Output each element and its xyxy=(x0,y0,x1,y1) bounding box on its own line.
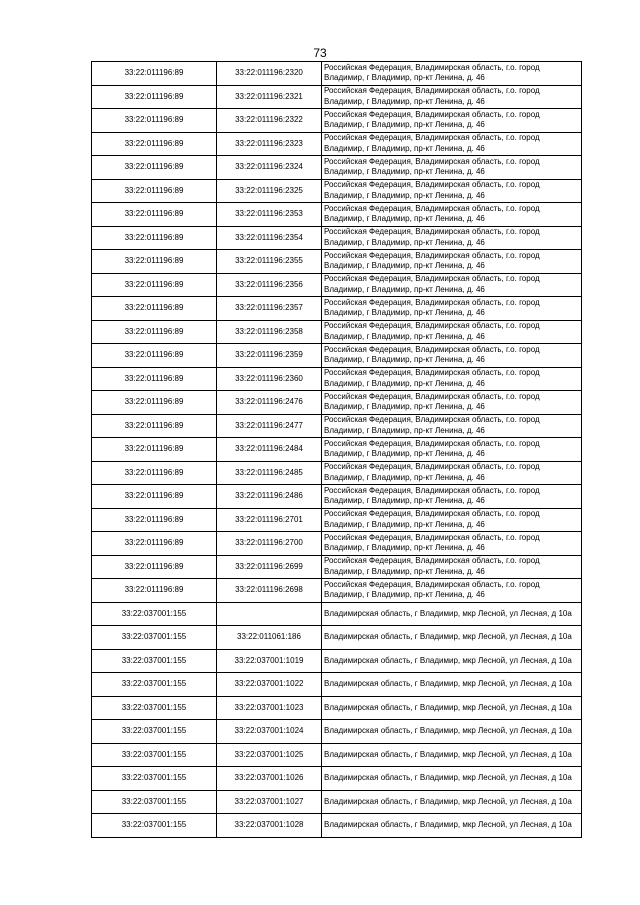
parcel-number-cell: 33:22:011196:89 xyxy=(92,250,217,274)
table-row xyxy=(92,179,582,203)
object-number-cell: 33:22:011061:186 xyxy=(217,626,322,650)
address-cell: Российская Федерация, Владимирская область, г.о. город Владимир, г Владимир, пр-кт Ленина, д. 46 xyxy=(322,297,582,321)
address-cell: Владимирская область, г Владимир, мкр Лесной, ул Лесная, д 10а xyxy=(322,626,582,650)
table-row xyxy=(92,767,582,791)
table-row xyxy=(92,320,582,344)
parcel-number-cell: 33:22:011196:89 xyxy=(92,485,217,509)
object-number-cell: 33:22:011196:2323 xyxy=(217,132,322,156)
table-row xyxy=(92,649,582,673)
address-cell: Российская Федерация, Владимирская область, г.о. город Владимир, г Владимир, пр-кт Ленина, д. 46 xyxy=(322,532,582,556)
parcel-number-cell: 33:22:011196:89 xyxy=(92,273,217,297)
object-number-cell: 33:22:011196:2321 xyxy=(217,85,322,109)
object-number-cell: 33:22:011196:2359 xyxy=(217,344,322,368)
object-number-cell: 33:22:011196:2353 xyxy=(217,203,322,227)
object-number-cell: 33:22:011196:2360 xyxy=(217,367,322,391)
parcel-number-cell: 33:22:011196:89 xyxy=(92,555,217,579)
address-cell: Российская Федерация, Владимирская область, г.о. город Владимир, г Владимир, пр-кт Ленина, д. 46 xyxy=(322,438,582,462)
object-number-cell: 33:22:011196:2356 xyxy=(217,273,322,297)
table-row xyxy=(92,203,582,227)
parcel-number-cell: 33:22:011196:89 xyxy=(92,132,217,156)
address-cell: Владимирская область, г Владимир, мкр Лесной, ул Лесная, д 10а xyxy=(322,673,582,697)
parcel-number-cell: 33:22:037001:155 xyxy=(92,767,217,791)
address-cell: Российская Федерация, Владимирская область, г.о. город Владимир, г Владимир, пр-кт Ленина, д. 46 xyxy=(322,62,582,86)
table-row xyxy=(92,250,582,274)
table-row xyxy=(92,367,582,391)
address-cell: Российская Федерация, Владимирская область, г.о. город Владимир, г Владимир, пр-кт Ленина, д. 46 xyxy=(322,273,582,297)
object-number-cell: 33:22:011196:2484 xyxy=(217,438,322,462)
table-row xyxy=(92,297,582,321)
parcel-number-cell: 33:22:037001:155 xyxy=(92,743,217,767)
table-row xyxy=(92,438,582,462)
address-cell: Российская Федерация, Владимирская область, г.о. город Владимир, г Владимир, пр-кт Ленина, д. 46 xyxy=(322,414,582,438)
object-number-cell: 33:22:011196:2355 xyxy=(217,250,322,274)
object-number-cell: 33:22:037001:1024 xyxy=(217,720,322,744)
object-number-cell: 33:22:037001:1019 xyxy=(217,649,322,673)
object-number-cell: 33:22:037001:1023 xyxy=(217,696,322,720)
parcel-number-cell: 33:22:011196:89 xyxy=(92,532,217,556)
object-number-cell: 33:22:037001:1022 xyxy=(217,673,322,697)
parcel-number-cell: 33:22:037001:155 xyxy=(92,790,217,814)
table-row xyxy=(92,532,582,556)
address-cell: Владимирская область, г Владимир, мкр Лесной, ул Лесная, д 10а xyxy=(322,767,582,791)
parcel-number-cell: 33:22:037001:155 xyxy=(92,814,217,838)
parcel-number-cell: 33:22:011196:89 xyxy=(92,62,217,86)
address-cell: Владимирская область, г Владимир, мкр Лесной, ул Лесная, д 10а xyxy=(322,743,582,767)
table-row xyxy=(92,273,582,297)
address-cell: Российская Федерация, Владимирская область, г.о. город Владимир, г Владимир, пр-кт Ленина, д. 46 xyxy=(322,508,582,532)
object-number-cell xyxy=(217,602,322,626)
parcel-number-cell: 33:22:037001:155 xyxy=(92,626,217,650)
table-row xyxy=(92,555,582,579)
object-number-cell: 33:22:011196:2358 xyxy=(217,320,322,344)
table-row xyxy=(92,814,582,838)
address-cell: Российская Федерация, Владимирская область, г.о. город Владимир, г Владимир, пр-кт Ленина, д. 46 xyxy=(322,344,582,368)
address-cell: Российская Федерация, Владимирская область, г.о. город Владимир, г Владимир, пр-кт Ленина, д. 46 xyxy=(322,109,582,133)
table-row xyxy=(92,344,582,368)
table-row xyxy=(92,109,582,133)
address-cell: Владимирская область, г Владимир, мкр Лесной, ул Лесная, д 10а xyxy=(322,790,582,814)
parcel-number-cell: 33:22:011196:89 xyxy=(92,508,217,532)
object-number-cell: 33:22:011196:2700 xyxy=(217,532,322,556)
object-number-cell: 33:22:037001:1026 xyxy=(217,767,322,791)
parcel-number-cell: 33:22:011196:89 xyxy=(92,438,217,462)
address-cell: Российская Федерация, Владимирская область, г.о. город Владимир, г Владимир, пр-кт Ленина, д. 46 xyxy=(322,485,582,509)
table-row xyxy=(92,508,582,532)
records-table-body xyxy=(92,62,582,838)
page-number: 73 xyxy=(313,46,327,60)
table-row xyxy=(92,696,582,720)
address-cell: Владимирская область, г Владимир, мкр Лесной, ул Лесная, д 10а xyxy=(322,649,582,673)
parcel-number-cell: 33:22:037001:155 xyxy=(92,696,217,720)
object-number-cell: 33:22:011196:2477 xyxy=(217,414,322,438)
parcel-number-cell: 33:22:011196:89 xyxy=(92,320,217,344)
address-cell: Российская Федерация, Владимирская область, г.о. город Владимир, г Владимир, пр-кт Ленина, д. 46 xyxy=(322,250,582,274)
parcel-number-cell: 33:22:011196:89 xyxy=(92,367,217,391)
object-number-cell: 33:22:011196:2324 xyxy=(217,156,322,180)
address-cell: Владимирская область, г Владимир, мкр Лесной, ул Лесная, д 10а xyxy=(322,814,582,838)
table-row xyxy=(92,132,582,156)
address-cell: Российская Федерация, Владимирская область, г.о. город Владимир, г Владимир, пр-кт Ленина, д. 46 xyxy=(322,555,582,579)
parcel-number-cell: 33:22:011196:89 xyxy=(92,156,217,180)
table-row xyxy=(92,85,582,109)
address-cell: Российская Федерация, Владимирская область, г.о. город Владимир, г Владимир, пр-кт Ленина, д. 46 xyxy=(322,391,582,415)
parcel-number-cell: 33:22:011196:89 xyxy=(92,85,217,109)
table-row xyxy=(92,743,582,767)
parcel-number-cell: 33:22:011196:89 xyxy=(92,461,217,485)
object-number-cell: 33:22:011196:2357 xyxy=(217,297,322,321)
object-number-cell: 33:22:011196:2322 xyxy=(217,109,322,133)
object-number-cell: 33:22:011196:2476 xyxy=(217,391,322,415)
address-cell: Владимирская область, г Владимир, мкр Лесной, ул Лесная, д 10а xyxy=(322,602,582,626)
object-number-cell: 33:22:011196:2698 xyxy=(217,579,322,603)
parcel-number-cell: 33:22:011196:89 xyxy=(92,297,217,321)
object-number-cell: 33:22:011196:2701 xyxy=(217,508,322,532)
parcel-number-cell: 33:22:011196:89 xyxy=(92,109,217,133)
table-row xyxy=(92,461,582,485)
parcel-number-cell: 33:22:011196:89 xyxy=(92,579,217,603)
parcel-number-cell: 33:22:011196:89 xyxy=(92,203,217,227)
object-number-cell: 33:22:011196:2486 xyxy=(217,485,322,509)
table-row xyxy=(92,414,582,438)
address-cell: Владимирская область, г Владимир, мкр Лесной, ул Лесная, д 10а xyxy=(322,696,582,720)
object-number-cell: 33:22:037001:1027 xyxy=(217,790,322,814)
parcel-number-cell: 33:22:037001:155 xyxy=(92,673,217,697)
table-row xyxy=(92,720,582,744)
address-cell: Российская Федерация, Владимирская область, г.о. город Владимир, г Владимир, пр-кт Ленина, д. 46 xyxy=(322,320,582,344)
address-cell: Российская Федерация, Владимирская область, г.о. город Владимир, г Владимир, пр-кт Ленина, д. 46 xyxy=(322,226,582,250)
parcel-number-cell: 33:22:037001:155 xyxy=(92,602,217,626)
parcel-number-cell: 33:22:011196:89 xyxy=(92,344,217,368)
address-cell: Российская Федерация, Владимирская область, г.о. город Владимир, г Владимир, пр-кт Ленина, д. 46 xyxy=(322,85,582,109)
address-cell: Российская Федерация, Владимирская область, г.о. город Владимир, г Владимир, пр-кт Ленина, д. 46 xyxy=(322,156,582,180)
address-cell: Российская Федерация, Владимирская область, г.о. город Владимир, г Владимир, пр-кт Ленина, д. 46 xyxy=(322,203,582,227)
object-number-cell: 33:22:037001:1025 xyxy=(217,743,322,767)
table-row xyxy=(92,602,582,626)
object-number-cell: 33:22:011196:2485 xyxy=(217,461,322,485)
address-cell: Российская Федерация, Владимирская область, г.о. город Владимир, г Владимир, пр-кт Ленина, д. 46 xyxy=(322,579,582,603)
address-cell: Российская Федерация, Владимирская область, г.о. город Владимир, г Владимир, пр-кт Ленина, д. 46 xyxy=(322,367,582,391)
object-number-cell: 33:22:011196:2699 xyxy=(217,555,322,579)
object-number-cell: 33:22:037001:1028 xyxy=(217,814,322,838)
table-row xyxy=(92,156,582,180)
address-cell: Российская Федерация, Владимирская область, г.о. город Владимир, г Владимир, пр-кт Ленина, д. 46 xyxy=(322,179,582,203)
parcel-number-cell: 33:22:011196:89 xyxy=(92,226,217,250)
address-cell: Российская Федерация, Владимирская область, г.о. город Владимир, г Владимир, пр-кт Ленина, д. 46 xyxy=(322,132,582,156)
object-number-cell: 33:22:011196:2354 xyxy=(217,226,322,250)
table-row xyxy=(92,62,582,86)
table-row xyxy=(92,626,582,650)
table-row xyxy=(92,226,582,250)
address-cell: Владимирская область, г Владимир, мкр Лесной, ул Лесная, д 10а xyxy=(322,720,582,744)
object-number-cell: 33:22:011196:2325 xyxy=(217,179,322,203)
records-table xyxy=(91,61,582,838)
table-row xyxy=(92,673,582,697)
object-number-cell: 33:22:011196:2320 xyxy=(217,62,322,86)
table-row xyxy=(92,790,582,814)
table-row xyxy=(92,485,582,509)
table-row xyxy=(92,579,582,603)
parcel-number-cell: 33:22:037001:155 xyxy=(92,649,217,673)
parcel-number-cell: 33:22:011196:89 xyxy=(92,414,217,438)
parcel-number-cell: 33:22:011196:89 xyxy=(92,391,217,415)
address-cell: Российская Федерация, Владимирская область, г.о. город Владимир, г Владимир, пр-кт Ленина, д. 46 xyxy=(322,461,582,485)
table-row xyxy=(92,391,582,415)
parcel-number-cell: 33:22:037001:155 xyxy=(92,720,217,744)
parcel-number-cell: 33:22:011196:89 xyxy=(92,179,217,203)
